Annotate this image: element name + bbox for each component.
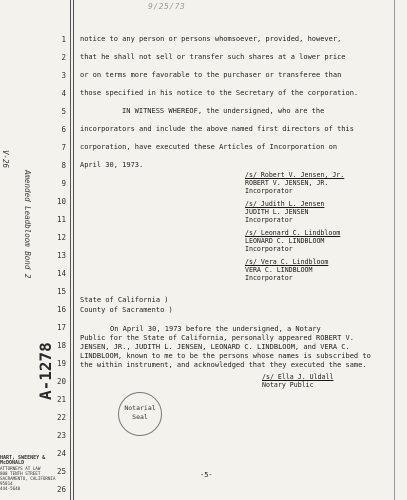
typed-name: VERA C. LINDBLOOM	[245, 265, 313, 274]
line-number: 26	[56, 485, 66, 494]
page-number: -5-	[200, 471, 213, 479]
signature-block	[245, 259, 328, 282]
line-number: 17	[56, 323, 66, 332]
line-number: 3	[61, 71, 66, 80]
notary-signed: /s/ Ella J. Uldall	[262, 373, 334, 381]
signer-title: Incorporator	[245, 273, 293, 282]
venue-state: State of California )	[80, 296, 169, 304]
typed-name: JUDITH L. JENSEN	[245, 207, 309, 216]
notary-block	[262, 374, 333, 390]
firm-name: HART, SWEENEY & McDONALD	[0, 455, 46, 466]
signer-title: Incorporator	[245, 186, 293, 195]
typed-name: ROBERT V. JENSEN, JR.	[245, 178, 329, 187]
line-number: 7	[61, 143, 66, 152]
line-number: 13	[56, 251, 66, 260]
line-number: 22	[56, 413, 66, 422]
signed-name: /s/ Judith L. Jensen	[245, 200, 325, 208]
filing-stamp: A-1278	[36, 342, 55, 400]
signed-name: /s/ Vera C. Lindbloom	[245, 258, 329, 266]
margin-rule	[73, 0, 74, 500]
firm-line: 808 TENTH STREET	[0, 471, 41, 476]
body-line: incorporators and include the above named first directors of this	[80, 125, 354, 133]
line-number: 9	[61, 179, 66, 188]
firm-line: 444-5640	[0, 486, 21, 491]
signed-name: /s/ Robert V. Jensen, Jr.	[245, 171, 345, 179]
line-number: 25	[56, 467, 66, 476]
line-number: 24	[56, 449, 66, 458]
signature-block	[245, 201, 324, 224]
acknowledgment-line: JENSEN, JR., JUDITH L. JENSEN, LEONARD C. LINDBLOOM, and VERA C.	[80, 343, 350, 351]
acknowledgment-line: the within instrument, and acknowledged that they executed the same.	[80, 361, 367, 369]
line-number: 8	[61, 161, 66, 170]
line-number: 16	[56, 305, 66, 314]
line-number: 21	[56, 395, 66, 404]
seal-line-1: Notarial	[124, 404, 156, 412]
seal-line-2: Seal	[132, 413, 148, 421]
acknowledgment-line: Public for the State of California, personally appeared ROBERT V.	[80, 334, 354, 342]
line-number: 14	[56, 269, 66, 278]
body-line: or on terms more favorable to the purchaser or transferee than	[80, 71, 342, 79]
signature-block	[245, 172, 344, 195]
margin-rule	[70, 0, 71, 500]
acknowledgment-line: LINDBLOOM, known to me to be the persons whose names is subscribed to	[80, 352, 371, 360]
body-line: corporation, have executed these Articles of Incorporation on	[80, 143, 338, 151]
line-number: 11	[56, 215, 66, 224]
notary-title: Notary Public	[262, 380, 314, 389]
body-line: notice to any person or persons whomsoever, provided, however,	[80, 35, 342, 43]
right-margin-rule	[394, 0, 395, 500]
signature-block	[245, 230, 340, 253]
line-number: 19	[56, 359, 66, 368]
line-number: 10	[56, 197, 66, 206]
firm-line: ATTORNEYS AT LAW	[0, 466, 41, 471]
side-note-1: V-26	[1, 150, 10, 169]
execution-date: April 30, 1973.	[80, 161, 144, 169]
signer-title: Incorporator	[245, 244, 293, 253]
line-number: 5	[61, 107, 66, 116]
line-number: 23	[56, 431, 66, 440]
line-number: 4	[61, 89, 66, 98]
signer-title: Incorporator	[245, 215, 293, 224]
line-number: 2	[61, 53, 66, 62]
law-firm-footer	[0, 456, 66, 491]
line-number: 15	[56, 287, 66, 296]
body-line: that he shall not sell or transfer such shares at a lower price	[80, 53, 346, 61]
line-number: 20	[56, 377, 66, 386]
acknowledgment-line: On April 30, 1973 before the undersigned, a Notary	[110, 325, 321, 333]
witness-clause: IN WITNESS WHEREOF, the undersigned, who are the	[122, 107, 325, 115]
header-scribble: 9/25/73	[148, 2, 186, 11]
body-line: those specified in his notice to the Secretary of the corporation.	[80, 89, 359, 97]
notarial-seal	[118, 392, 162, 436]
line-number: 1	[61, 35, 66, 44]
signed-name: /s/ Leonard C. Lindbloom	[245, 229, 341, 237]
firm-line: SACRAMENTO, CALIFORNIA 95814	[0, 476, 56, 486]
line-number: 6	[61, 125, 66, 134]
typed-name: LEONARD C. LINDBLOOM	[245, 236, 325, 245]
line-number: 12	[56, 233, 66, 242]
line-number: 18	[56, 341, 66, 350]
side-note-2: Amended Leadbloom Bond 2	[23, 170, 32, 279]
venue-county: County of Sacramento )	[80, 306, 173, 314]
